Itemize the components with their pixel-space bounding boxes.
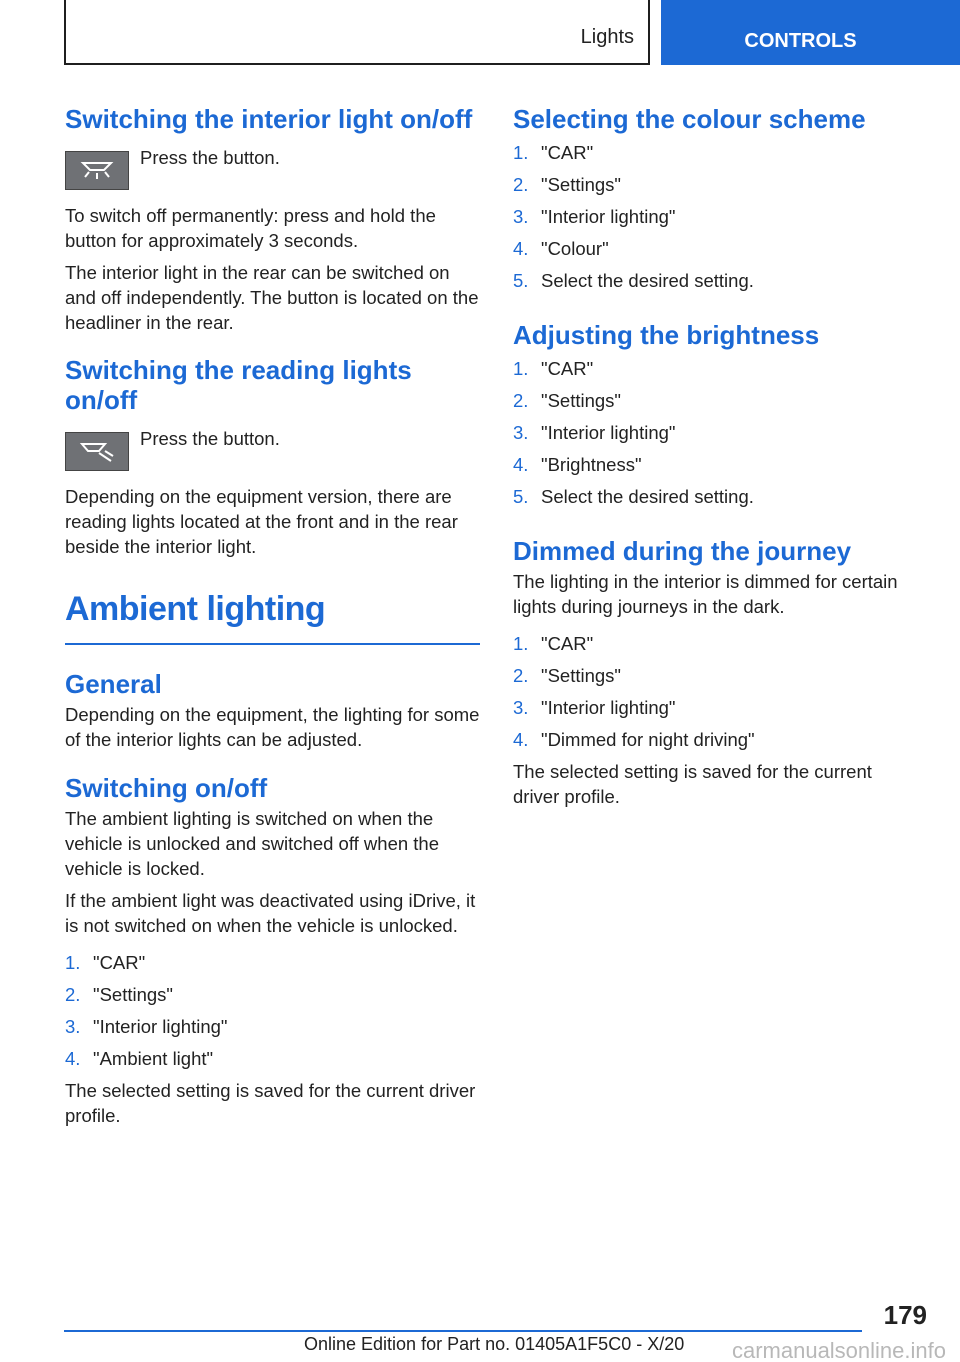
list-item: 3. "Interior lighting" bbox=[65, 1016, 228, 1037]
brightness-steps bbox=[513, 353, 918, 513]
list-item: 2. "Settings" bbox=[513, 174, 621, 195]
list-item: 3. "Interior lighting" bbox=[513, 422, 676, 443]
onoff-text-2: If the ambient light was deactivated using iDrive, it is not switched on when the vehicle is unlocked. bbox=[65, 890, 476, 936]
list-item: 5. Select the desired setting. bbox=[513, 486, 754, 507]
heading-brightness: Adjusting the brightness bbox=[513, 320, 820, 350]
interior-light-row bbox=[65, 147, 480, 190]
reading-light-row bbox=[65, 428, 480, 471]
left-column bbox=[65, 104, 480, 1128]
watermark: carmanualsonline.info bbox=[731, 1338, 946, 1362]
dimmed-text: The lighting in the interior is dimmed for certain lights during journeys in the dark. bbox=[513, 571, 898, 617]
interior-light-icon bbox=[65, 151, 129, 190]
list-item: 1. "CAR" bbox=[513, 142, 594, 163]
general-text: Depending on the equipment, the lighting for some of the interior lights can be adjusted. bbox=[65, 704, 480, 750]
list-item: 4. "Brightness" bbox=[513, 454, 642, 475]
list-item: 3. "Interior lighting" bbox=[513, 697, 676, 718]
list-item: 2. "Settings" bbox=[513, 390, 621, 411]
footer-edition: Online Edition for Part no. 01405A1F5C0 - X/20 bbox=[304, 1334, 685, 1354]
list-item: 4. "Dimmed for night driving" bbox=[513, 729, 755, 750]
list-item: 4. "Ambient light" bbox=[65, 1048, 214, 1069]
header-section-title: Lights bbox=[580, 26, 634, 48]
list-item: 3. "Interior lighting" bbox=[513, 206, 676, 227]
onoff-steps bbox=[65, 947, 480, 1075]
ambient-rule bbox=[65, 643, 480, 645]
reading-light-text: Depending on the equipment version, there are reading lights located at the front and in the rear beside the interior light. bbox=[65, 486, 458, 557]
list-item: 1. "CAR" bbox=[513, 633, 594, 654]
list-item: 1. "CAR" bbox=[513, 358, 594, 379]
heading-switching-onoff: Switching on/off bbox=[65, 773, 268, 803]
colour-steps bbox=[513, 137, 918, 297]
list-item: 2. "Settings" bbox=[65, 984, 173, 1005]
interior-light-text-1: To switch off permanently: press and hold the button for approximately 3 seconds. bbox=[65, 205, 436, 251]
header-box bbox=[64, 0, 650, 65]
heading-interior-light: Switching the interior light on/off bbox=[65, 104, 473, 134]
header-chapter-tab bbox=[661, 0, 960, 65]
dimmed-note: The selected setting is saved for the current driver profile. bbox=[513, 761, 872, 807]
interior-light-press: Press the button. bbox=[140, 147, 280, 168]
list-item: 4. "Colour" bbox=[513, 238, 609, 259]
onoff-note: The selected setting is saved for the current driver profile. bbox=[65, 1080, 476, 1126]
heading-general: General bbox=[65, 669, 162, 699]
interior-light-text-2: The interior light in the rear can be switched on and off independently. The button is located on the headliner in the rear. bbox=[65, 262, 479, 333]
footer-rule bbox=[64, 1330, 862, 1332]
list-item: 5. Select the desired setting. bbox=[513, 270, 754, 291]
reading-light-icon bbox=[65, 432, 129, 471]
reading-light-press: Press the button. bbox=[140, 428, 280, 449]
heading-ambient-lighting: Ambient lighting bbox=[65, 590, 326, 628]
header-chapter-label: CONTROLS bbox=[744, 30, 857, 52]
page-number: 179 bbox=[883, 1300, 927, 1330]
heading-colour-scheme: Selecting the colour scheme bbox=[513, 104, 866, 134]
list-item: 1. "CAR" bbox=[65, 952, 146, 973]
list-item: 2. "Settings" bbox=[513, 665, 621, 686]
heading-reading-lights: Switching the reading lights on/off bbox=[65, 355, 412, 415]
dimmed-steps bbox=[513, 628, 918, 756]
heading-dimmed-journey: Dimmed during the journey bbox=[513, 536, 852, 566]
right-column bbox=[513, 104, 918, 809]
onoff-text-1: The ambient lighting is switched on when the vehicle is unlocked and switched off when the vehicle is locked. bbox=[65, 808, 440, 879]
